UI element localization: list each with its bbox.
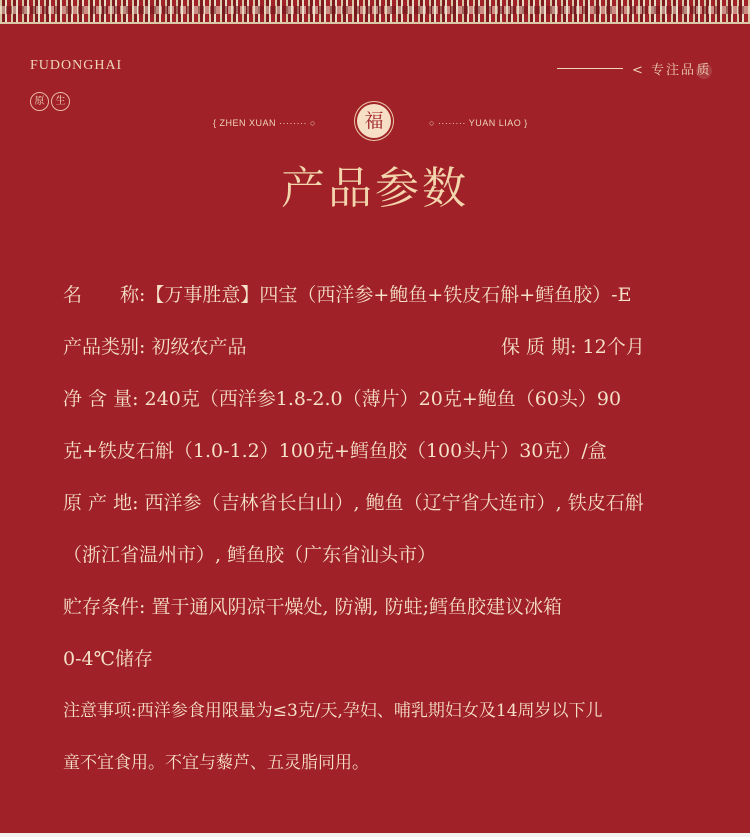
spec-row-origin <box>63 490 693 594</box>
spec-row-storage <box>63 594 693 698</box>
notice-text-continued: 童不宜食用。不宜与藜芦、五灵脂同用。 <box>63 753 369 773</box>
fu-seal-icon: 福 <box>357 104 391 138</box>
spec-row-notice <box>63 698 693 773</box>
spec-value: 12个月 <box>582 336 645 358</box>
spec-list <box>63 282 693 773</box>
spec-label: 净 含 量: <box>63 388 139 410</box>
notice-text: 注意事项:西洋参食用限量为≤3克/天,孕妇、哺乳期妇女及14周岁以下儿 <box>63 701 603 721</box>
brand-name: FUDONGHAI <box>30 58 123 73</box>
title-ornament <box>0 104 750 144</box>
spec-row-name <box>63 282 693 334</box>
spec-value-continued: （浙江省温州市）, 鳕鱼胶（广东省汕头市） <box>63 544 437 566</box>
spec-value: 置于通风阴凉干燥处, 防潮, 防蛀;鳕鱼胶建议冰箱 <box>151 596 563 618</box>
spec-row-category <box>63 334 693 386</box>
tagline-rule <box>557 68 623 69</box>
spec-value-continued: 0-4℃储存 <box>63 648 153 670</box>
spec-label: 原 产 地: <box>63 492 139 514</box>
spec-value: 【万事胜意】四宝（西洋参+鲍鱼+铁皮石斛+鳕鱼胶）-E <box>145 284 632 306</box>
spec-label: 名 称: <box>63 284 146 306</box>
spec-label: 贮存条件: <box>63 596 146 618</box>
spec-row-net-content <box>63 386 693 490</box>
spec-value-continued: 克+铁皮石斛（1.0-1.2）100克+鳕鱼胶（100头片）30克）/盒 <box>63 440 607 462</box>
ornament-right-caption: ○ ········ YUAN LIAO } <box>429 118 528 128</box>
decorative-border <box>0 0 750 24</box>
spec-label: 保 质 期: <box>501 336 577 358</box>
badge-char: 生 <box>51 92 70 111</box>
tagline-lead: < 专注品 <box>632 63 697 78</box>
spec-value: 240克（西洋参1.8-2.0（薄片）20克+鲍鱼（60头）90 <box>144 388 622 410</box>
spec-label: 产品类别: <box>63 336 146 358</box>
tagline-last-char: 质 <box>696 63 712 78</box>
spec-value: 初级农产品 <box>151 336 247 358</box>
page-title: 产品参数 <box>281 163 469 214</box>
tagline <box>632 59 712 79</box>
bottom-edge <box>0 833 750 837</box>
badge-char: 原 <box>30 92 49 111</box>
spec-value: 西洋参（吉林省长白山）, 鲍鱼（辽宁省大连市）, 铁皮石斛 <box>144 492 644 514</box>
ornament-left-caption: { ZHEN XUAN ········ ○ <box>213 118 316 128</box>
